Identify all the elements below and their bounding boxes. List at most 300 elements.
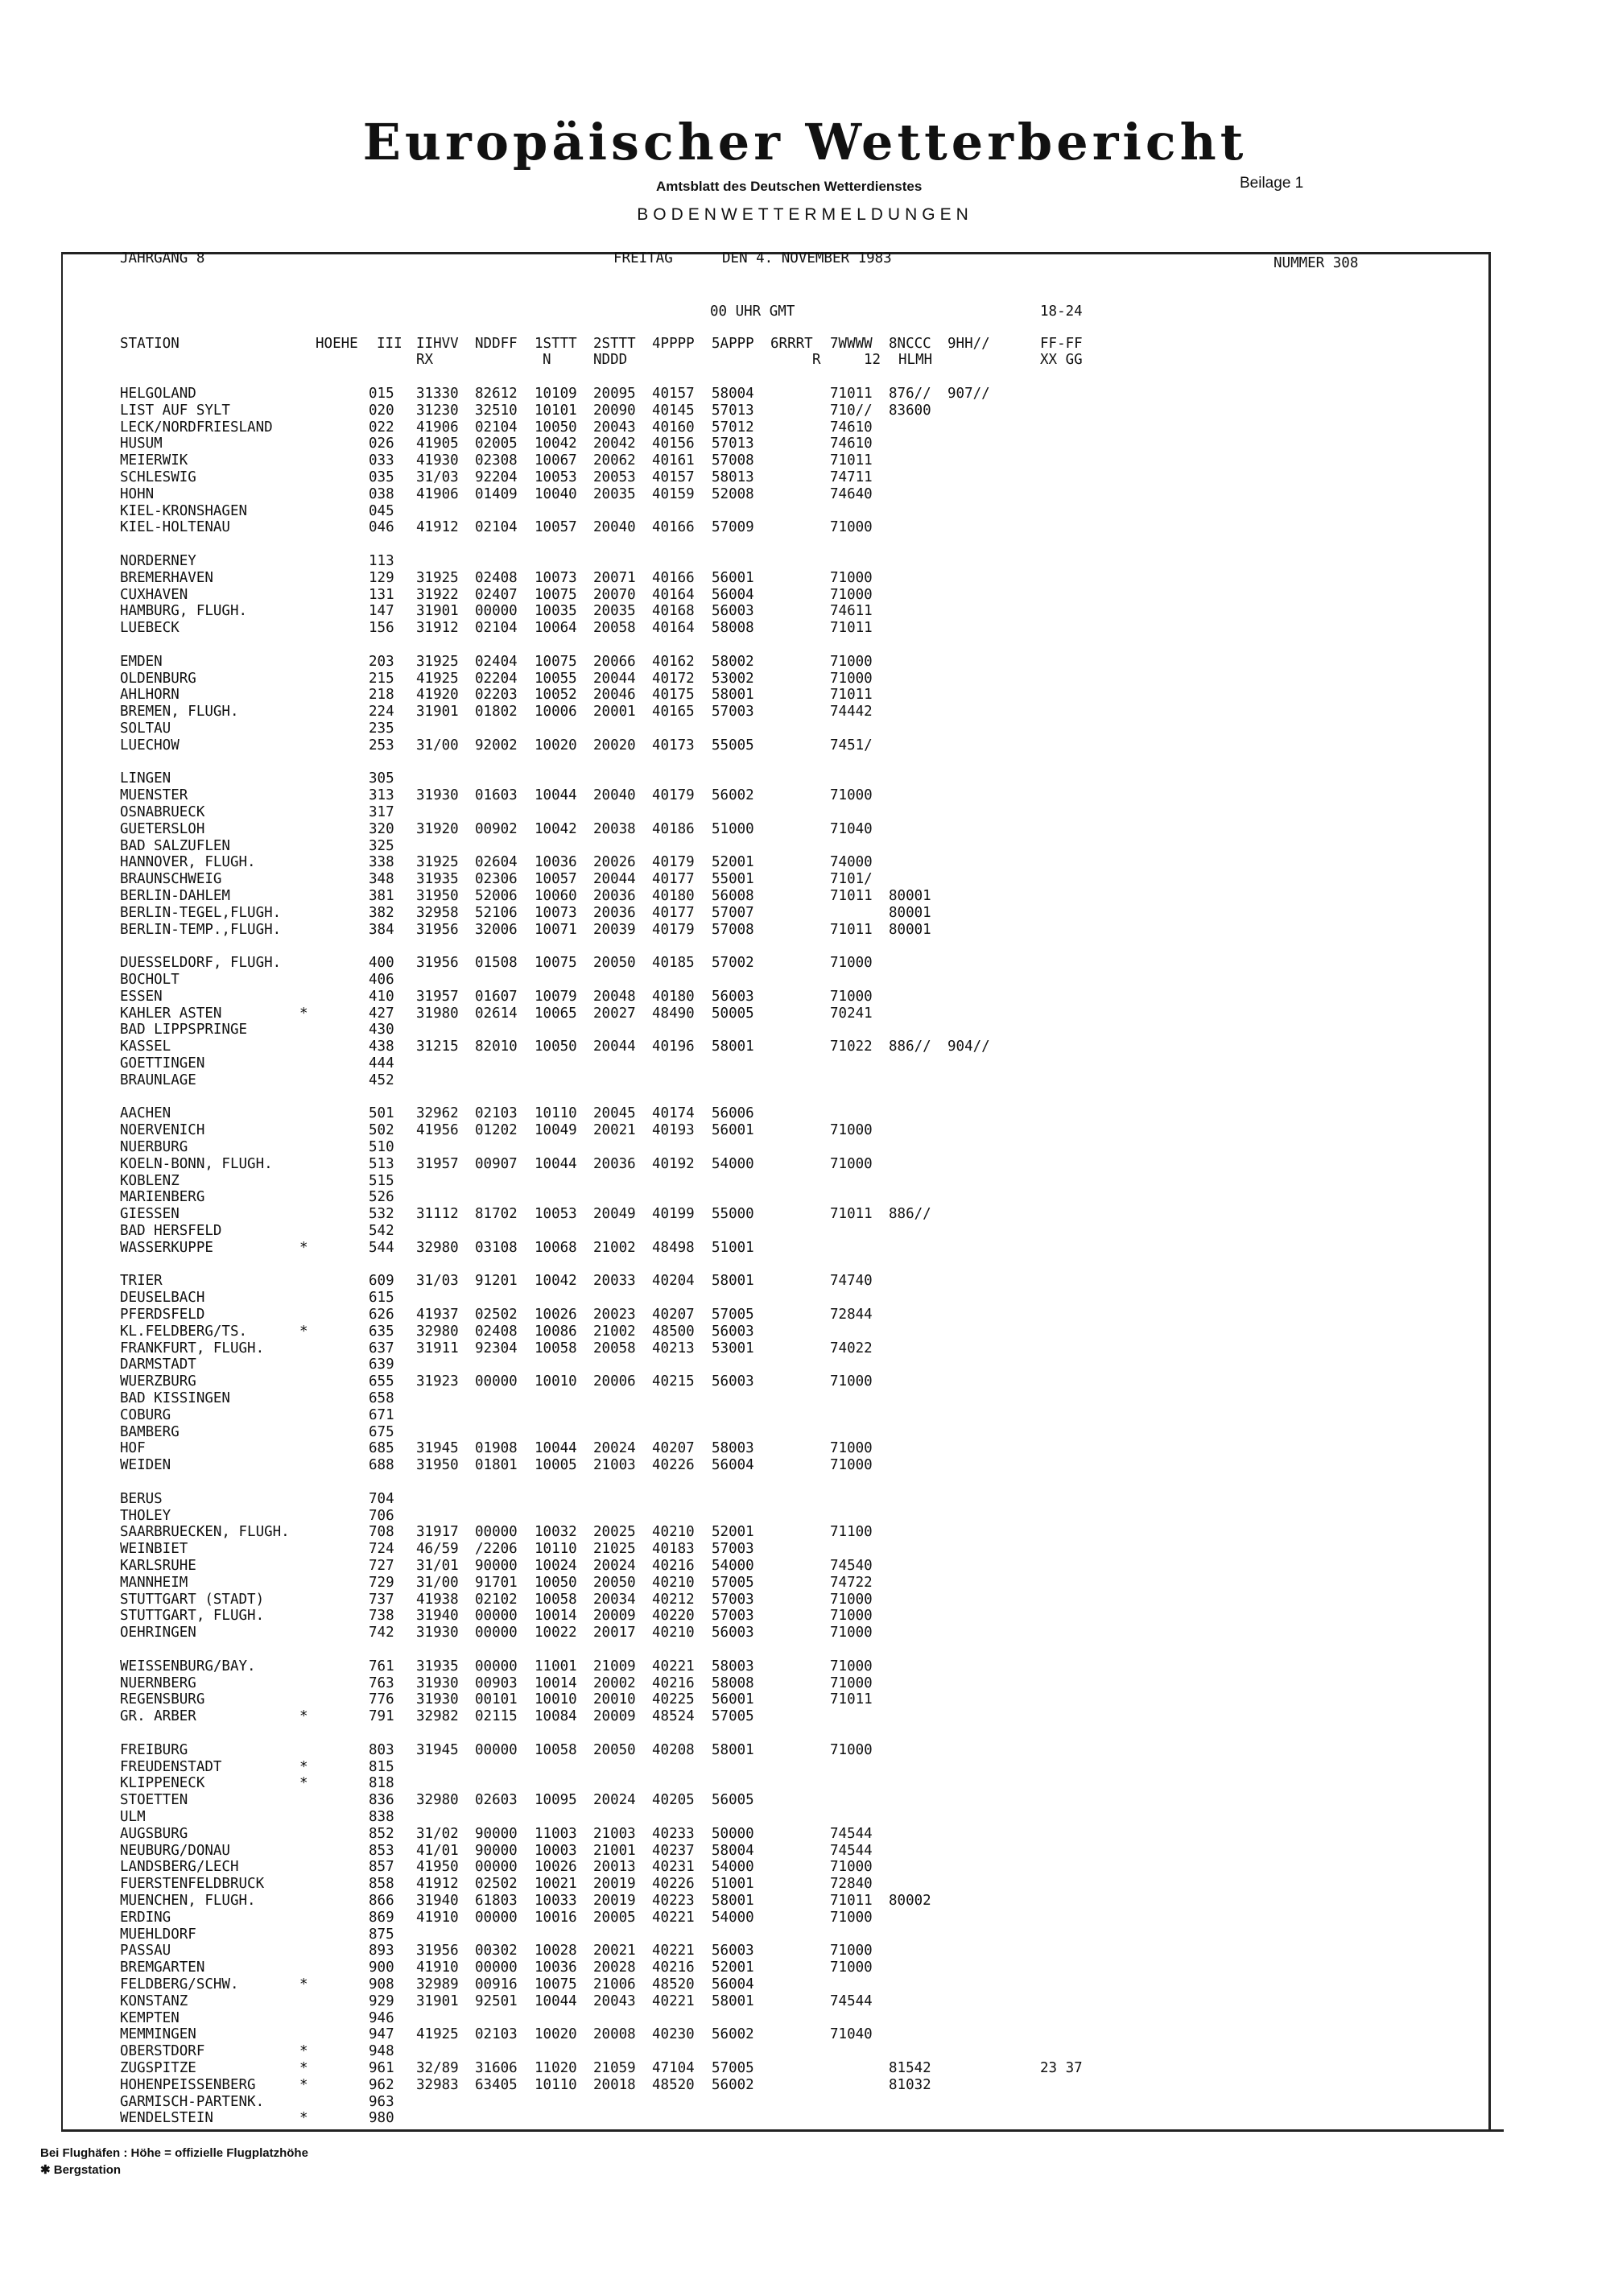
group-1sttt: 10022 [535,1625,577,1641]
header-g8: 8NCCC [889,336,931,352]
group-2sttt: 20095 [593,386,636,402]
mountain-marker: * [299,1708,308,1725]
group-7wwww: 71011 [830,921,873,938]
group-2sttt: 20090 [593,402,636,419]
group-1sttt: 10042 [535,436,577,452]
mountain-marker: * [299,2060,308,2076]
group-iihvv: 31957 [416,988,459,1005]
station-index: 852 [369,1825,394,1842]
group-4pppp: 40207 [652,1440,695,1457]
station-index: 761 [369,1658,394,1675]
group-nddff: 02115 [475,1708,518,1725]
group-5appp: 58001 [712,687,754,704]
station-name: BRAUNSCHWEIG [120,871,222,888]
group-4pppp: 40210 [652,1574,695,1591]
group-nddff: 31606 [475,2060,518,2076]
station-index: 305 [369,770,394,787]
group-nddff: 02308 [475,452,518,469]
station-index: 658 [369,1390,394,1406]
group-5appp: 58008 [712,620,754,637]
group-1sttt: 10101 [535,402,577,419]
station-index: 444 [369,1055,394,1072]
group-4pppp: 48498 [652,1239,695,1256]
group-5appp: 57005 [712,1574,754,1591]
station-index: 129 [369,569,394,586]
group-iihvv: 31950 [416,888,459,904]
group-2sttt: 20005 [593,1909,636,1926]
group-5appp: 56003 [712,1625,754,1641]
station-name: GUETERSLOH [120,820,205,837]
group-4pppp: 40185 [652,955,695,972]
station-index: 869 [369,1909,394,1926]
group-7wwww: 71000 [830,1155,873,1172]
group-2sttt: 20040 [593,519,636,536]
group-7wwww: 71000 [830,1608,873,1625]
group-7wwww: 72840 [830,1876,873,1893]
group-5appp: 56004 [712,1457,754,1474]
group-5appp: 57012 [712,419,754,436]
header-g1: 1STTT [535,336,577,352]
group-5appp: 52001 [712,1959,754,1976]
group-5appp: 54000 [712,1558,754,1574]
group-nddff: 00000 [475,1959,518,1976]
group-nddff: 00000 [475,1373,518,1390]
station-name: NUERNBERG [120,1675,196,1691]
group-iihvv: 31940 [416,1608,459,1625]
group-7wwww: 74722 [830,1574,873,1591]
group-nddff: 02408 [475,569,518,586]
issue-number: NUMMER 308 [1274,255,1359,271]
group-4pppp: 40212 [652,1591,695,1608]
group-1sttt: 10075 [535,1976,577,1992]
mountain-marker: * [299,1758,308,1775]
group-5appp: 55005 [712,737,754,754]
station-index: 253 [369,737,394,754]
station-index: 708 [369,1524,394,1541]
group-4pppp: 47104 [652,2060,695,2076]
group-5appp: 56002 [712,787,754,804]
group-4pppp: 40207 [652,1307,695,1323]
station-index: 900 [369,1959,394,1976]
group-nddff: 00907 [475,1155,518,1172]
group-nddff: 00000 [475,1909,518,1926]
group-2sttt: 20010 [593,1691,636,1708]
group-iihvv: 41912 [416,1876,459,1893]
group-4pppp: 40208 [652,1741,695,1758]
mountain-marker: * [299,2076,308,2093]
group-4pppp: 40192 [652,1155,695,1172]
station-index: 501 [369,1105,394,1122]
station-name: BERLIN-TEMP.,FLUGH. [120,921,282,938]
group-2sttt: 20013 [593,1859,636,1876]
group-5appp: 57003 [712,1541,754,1558]
group-nddff: 00000 [475,1658,518,1675]
group-iihvv: 41920 [416,687,459,704]
group-iihvv: 31/00 [416,737,459,754]
station-index: 038 [369,485,394,502]
group-5appp: 56001 [712,1122,754,1139]
group-2sttt: 20043 [593,419,636,436]
group-iihvv: 41925 [416,670,459,687]
group-1sttt: 10033 [535,1893,577,1909]
group-iihvv: 31925 [416,569,459,586]
group-1sttt: 10003 [535,1842,577,1859]
station-index: 224 [369,704,394,721]
group-1sttt: 10095 [535,1792,577,1809]
station-index: 544 [369,1239,394,1256]
group-7wwww: 71000 [830,988,873,1005]
group-iihvv: 31922 [416,586,459,603]
group-2sttt: 20058 [593,620,636,637]
group-2sttt: 20018 [593,2076,636,2093]
station-index: 655 [369,1373,394,1390]
station-name: BERLIN-DAHLEM [120,888,230,904]
group-8nccc: 81032 [889,2076,931,2093]
group-nddff: 01908 [475,1440,518,1457]
group-nddff: 92304 [475,1340,518,1357]
station-name: WUERZBURG [120,1373,196,1390]
station-index: 510 [369,1139,394,1155]
group-7wwww: 70241 [830,1005,873,1022]
header-g7: 7WWWW [830,336,873,352]
station-name: WEISSENBURG/BAY. [120,1658,256,1675]
group-2sttt: 20020 [593,737,636,754]
station-name: OSNABRUECK [120,804,205,820]
group-nddff: 82010 [475,1039,518,1055]
station-name: FELDBERG/SCHW. [120,1976,239,1992]
group-7wwww: 71000 [830,1440,873,1457]
station-index: 384 [369,921,394,938]
group-7wwww: 74544 [830,1842,873,1859]
station-index: 875 [369,1926,394,1943]
station-name: BRAUNLAGE [120,1072,196,1088]
group-2sttt: 20066 [593,653,636,670]
group-nddff: 52106 [475,904,518,921]
station-name: FUERSTENFELDBRUCK [120,1876,265,1893]
station-name: ULM [120,1809,146,1825]
station-name: NOERVENICH [120,1122,205,1139]
group-2sttt: 20058 [593,1340,636,1357]
group-5appp: 56008 [712,888,754,904]
group-iihvv: 31911 [416,1340,459,1357]
group-nddff: 02603 [475,1792,518,1809]
station-name: KONSTANZ [120,1992,188,2009]
group-5appp: 55000 [712,1206,754,1223]
group-1sttt: 10044 [535,1440,577,1457]
group-iihvv: 32982 [416,1708,459,1725]
group-1sttt: 10049 [535,1122,577,1139]
group-2sttt: 20050 [593,1574,636,1591]
group-2sttt: 20024 [593,1558,636,1574]
group-7wwww: 74000 [830,854,873,871]
group-5appp: 54000 [712,1155,754,1172]
station-index: 338 [369,854,394,871]
group-4pppp: 40183 [652,1541,695,1558]
group-nddff: 02502 [475,1876,518,1893]
group-7wwww: 71000 [830,586,873,603]
group-2sttt: 20062 [593,452,636,469]
group-nddff: 02005 [475,436,518,452]
group-nddff: 00101 [475,1691,518,1708]
group-2sttt: 21006 [593,1976,636,1992]
group-1sttt: 10010 [535,1373,577,1390]
group-nddff: 01801 [475,1457,518,1474]
group-8nccc: 83600 [889,402,931,419]
station-index: 131 [369,586,394,603]
station-name: LUECHOW [120,737,180,754]
group-nddff: 00902 [475,820,518,837]
station-index: 893 [369,1943,394,1959]
group-5appp: 57008 [712,921,754,938]
header-iihvv: IIHVV [416,336,459,352]
station-index: 515 [369,1172,394,1189]
group-1sttt: 10026 [535,1307,577,1323]
group-5appp: 52001 [712,854,754,871]
station-name: MANNHEIM [120,1574,188,1591]
group-1sttt: 10075 [535,653,577,670]
station-index: 737 [369,1591,394,1608]
station-name: MARIENBERG [120,1189,205,1206]
group-1sttt: 10053 [535,469,577,485]
station-index: 946 [369,2009,394,2026]
group-nddff: 02604 [475,854,518,871]
station-index: 637 [369,1340,394,1357]
group-nddff: 02404 [475,653,518,670]
group-iihvv: 41956 [416,1122,459,1139]
group-5appp: 56003 [712,988,754,1005]
station-name: GIESSEN [120,1206,180,1223]
group-5appp: 57005 [712,2060,754,2076]
header-g4: 4PPPP [652,336,695,352]
group-7wwww: 71011 [830,1893,873,1909]
group-nddff: 00000 [475,1524,518,1541]
group-2sttt: 20033 [593,1273,636,1290]
group-1sttt: 10071 [535,921,577,938]
group-iihvv: 31/03 [416,469,459,485]
station-name: BERLIN-TEGEL,FLUGH. [120,904,282,921]
group-4pppp: 40179 [652,854,695,871]
group-1sttt: 10110 [535,1541,577,1558]
group-5appp: 53002 [712,670,754,687]
group-1sttt: 10021 [535,1876,577,1893]
group-2sttt: 20046 [593,687,636,704]
group-4pppp: 48490 [652,1005,695,1022]
group-4pppp: 40164 [652,620,695,637]
group-5appp: 57013 [712,436,754,452]
group-1sttt: 10067 [535,452,577,469]
group-nddff: 92501 [475,1992,518,2009]
group-2sttt: 20053 [593,469,636,485]
header-g2: 2STTT [593,336,636,352]
group-4pppp: 40173 [652,737,695,754]
station-index: 818 [369,1775,394,1792]
group-1sttt: 10005 [535,1457,577,1474]
group-iihvv: 41950 [416,1859,459,1876]
group-nddff: 03108 [475,1239,518,1256]
station-name: OBERSTDORF [120,2043,205,2060]
group-nddff: 61803 [475,1893,518,1909]
group-1sttt: 10044 [535,1992,577,2009]
group-1sttt: 10079 [535,988,577,1005]
group-1sttt: 11003 [535,1825,577,1842]
group-7wwww: 74711 [830,469,873,485]
mountain-marker: * [299,1005,308,1022]
group-4pppp: 40166 [652,519,695,536]
group-1sttt: 10020 [535,2026,577,2043]
group-1sttt: 10057 [535,519,577,536]
group-9hh: 907// [947,386,990,402]
station-name: SAARBRUECKEN, FLUGH. [120,1524,290,1541]
group-7wwww: 71000 [830,955,873,972]
group-5appp: 56003 [712,1943,754,1959]
station-name: GOETTINGEN [120,1055,205,1072]
group-5appp: 56004 [712,1976,754,1992]
station-name: TRIER [120,1273,163,1290]
group-7wwww: 71000 [830,1122,873,1139]
station-name: WASSERKUPPE [120,1239,213,1256]
group-7wwww: 71011 [830,1691,873,1708]
group-nddff: 01508 [475,955,518,972]
station-index: 406 [369,972,394,988]
group-5appp: 54000 [712,1859,754,1876]
group-5appp: 58001 [712,1039,754,1055]
group-7wwww: 71000 [830,1943,873,1959]
group-1sttt: 10065 [535,1005,577,1022]
group-iihvv: 31901 [416,704,459,721]
station-name: LUEBECK [120,620,180,637]
group-7wwww: 74544 [830,1992,873,2009]
group-5appp: 57005 [712,1708,754,1725]
group-2sttt: 20024 [593,1440,636,1457]
group-2sttt: 20021 [593,1122,636,1139]
group-nddff: 01607 [475,988,518,1005]
station-name: KAHLER ASTEN [120,1005,222,1022]
group-8nccc: 886// [889,1206,931,1223]
group-iihvv: 31901 [416,1992,459,2009]
group-5appp: 56004 [712,586,754,603]
group-1sttt: 10058 [535,1340,577,1357]
mountain-marker: * [299,2043,308,2060]
station-index: 438 [369,1039,394,1055]
footnote-airport-height: Bei Flughäfen : Höhe = offizielle Flugplatzhöhe [40,2146,308,2160]
subheader-ff: XX GG [1040,352,1083,368]
group-iihvv: 31980 [416,1005,459,1022]
group-nddff: 91701 [475,1574,518,1591]
group-5appp: 51001 [712,1239,754,1256]
station-index: 156 [369,620,394,637]
group-7wwww: 71000 [830,1741,873,1758]
group-5appp: 58001 [712,1273,754,1290]
group-7wwww: 71000 [830,519,873,536]
station-name: BREMERHAVEN [120,569,213,586]
station-index: 615 [369,1290,394,1307]
station-name: AUGSBURG [120,1825,188,1842]
station-index: 218 [369,687,394,704]
group-iihvv: 41930 [416,452,459,469]
station-name: KOELN-BONN, FLUGH. [120,1155,273,1172]
group-1sttt: 10044 [535,1155,577,1172]
station-name: FRANKFURT, FLUGH. [120,1340,265,1357]
station-index: 532 [369,1206,394,1223]
group-2sttt: 20040 [593,787,636,804]
issue-date: DEN 4. NOVEMBER 1983 [722,250,892,266]
station-index: 685 [369,1440,394,1457]
group-5appp: 58008 [712,1675,754,1691]
subheader-g7: 12 [864,352,881,368]
group-1sttt: 10075 [535,586,577,603]
station-index: 045 [369,502,394,519]
group-4pppp: 40168 [652,603,695,620]
group-nddff: 00000 [475,1741,518,1758]
group-5appp: 54000 [712,1909,754,1926]
group-7wwww: 74610 [830,419,873,436]
station-index: 430 [369,1022,394,1039]
station-name: ZUGSPITZE [120,2060,196,2076]
station-name: NORDERNEY [120,553,196,569]
group-7wwww: 710// [830,402,873,419]
report-subtitle: Amtsblatt des Deutschen Wetterdienstes [656,179,923,194]
station-index: 235 [369,721,394,737]
station-name: WEINBIET [120,1541,188,1558]
group-4pppp: 40180 [652,888,695,904]
group-2sttt: 21001 [593,1842,636,1859]
station-index: 866 [369,1893,394,1909]
group-nddff: 02104 [475,519,518,536]
group-4pppp: 40215 [652,1373,695,1390]
group-5appp: 56003 [712,1373,754,1390]
group-1sttt: 10052 [535,687,577,704]
group-iihvv: 31930 [416,1691,459,1708]
group-7wwww: 74640 [830,485,873,502]
group-4pppp: 40161 [652,452,695,469]
station-name: REGENSBURG [120,1691,205,1708]
station-index: 113 [369,553,394,569]
group-5appp: 58003 [712,1658,754,1675]
station-name: BAD LIPPSPRINGE [120,1022,248,1039]
group-iihvv: 32983 [416,2076,459,2093]
station-index: 963 [369,2093,394,2110]
group-nddff: 32510 [475,402,518,419]
group-1sttt: 10060 [535,888,577,904]
group-4pppp: 48524 [652,1708,695,1725]
group-2sttt: 21003 [593,1457,636,1474]
group-iihvv: 31950 [416,1457,459,1474]
group-4pppp: 40231 [652,1859,695,1876]
station-index: 738 [369,1608,394,1625]
group-2sttt: 20035 [593,485,636,502]
station-name: HOF [120,1440,146,1457]
header-g9: 9HH// [947,336,990,352]
group-4pppp: 40233 [652,1825,695,1842]
station-index: 836 [369,1792,394,1809]
header-g6: 6RRRT [770,336,813,352]
station-index: 729 [369,1574,394,1591]
station-index: 853 [369,1842,394,1859]
station-name: MUENCHEN, FLUGH. [120,1893,256,1909]
station-name: LIST AUF SYLT [120,402,230,419]
station-name: GARMISCH-PARTENK. [120,2093,265,2110]
group-4pppp: 40174 [652,1105,695,1122]
station-name: BAD HERSFELD [120,1223,222,1239]
station-index: 382 [369,904,394,921]
group-2sttt: 20042 [593,436,636,452]
group-iihvv: 31330 [416,386,459,402]
station-index: 858 [369,1876,394,1893]
group-1sttt: 10110 [535,2076,577,2093]
group-5appp: 56003 [712,1323,754,1340]
group-7wwww: 72844 [830,1307,873,1323]
group-2sttt: 20008 [593,2026,636,2043]
